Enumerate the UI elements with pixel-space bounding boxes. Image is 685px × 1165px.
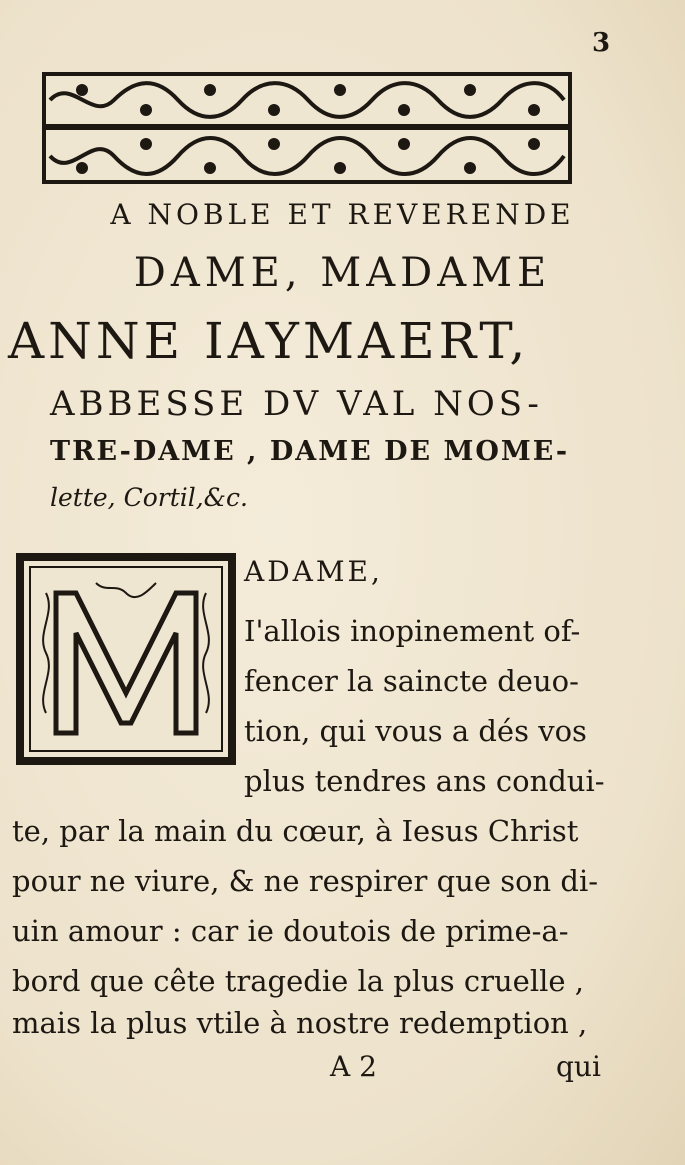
dedication-line-2: DAME, MADAME [133,250,552,296]
salutation: ADAME, [244,555,383,588]
ornament-band [42,72,572,184]
page-number: 3 [592,28,611,58]
dedication-line-1: A NOBLE ET REVERENDE [110,198,575,231]
signature-mark: A 2 [330,1050,377,1083]
dedication-line-4: ABBESSE DV VAL NOS- [50,384,543,424]
dedication-line-5: TRE-DAME , DAME DE MOME- [50,436,570,467]
text-line: I'allois inopinement of- [244,614,581,648]
text-line: tion, qui vous a dés vos [244,714,587,748]
catchword: qui [556,1050,601,1083]
dedication-line-6: lette, Cortil,&c. [50,483,248,512]
decorated-initial-m [16,553,236,765]
text-line: mais la plus vtile à nostre redemption , [12,1006,588,1040]
text-line: fencer la saincte deuo- [244,664,579,698]
text-line: bord que cête tragedie la plus cruelle , [12,964,584,998]
text-line: te, par la main du cœur, à Iesus Christ [12,814,579,848]
text-line: plus tendres ans condui- [244,764,605,798]
text-line: pour ne viure, & ne respirer que son di- [12,864,599,898]
dedication-name: ANNE IAYMAERT, [8,312,530,370]
text-line: uin amour : car ie doutois de prime-a- [12,914,569,948]
